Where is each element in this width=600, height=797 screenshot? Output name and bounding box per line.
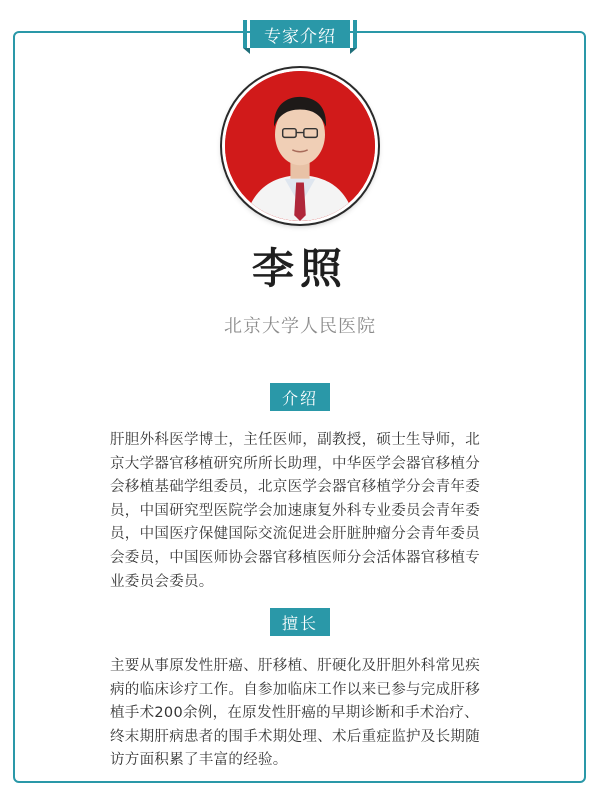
header-tab	[250, 20, 350, 48]
doctor-avatar	[222, 68, 378, 224]
doctor-name: 李照	[251, 244, 348, 293]
intro-line: 会委员，中国医师协会器官移植医师分会活体器官移植专	[110, 549, 480, 566]
doctor-portrait-icon	[225, 71, 375, 221]
expertise-paragraph	[110, 655, 494, 773]
intro-line: 会移植基础学组委员，北京医学会器官移植学分会青年委	[110, 479, 480, 496]
intro-line: 业委员会委员。	[110, 573, 214, 590]
expertise-line: 主要从事原发性肝癌、肝移植、肝硬化及肝胆外科常见疾	[110, 658, 480, 674]
expertise-line: 终末期肝病患者的围手术期处理、术后重症监护及长期随	[110, 728, 480, 745]
intro-line: 京大学器官移植研究所所长助理，中华医学会器官移植分	[110, 455, 480, 472]
expertise-line: 植手术200余例，在原发性肝癌的早期诊断和手术治疗、	[110, 705, 479, 722]
intro-line: 员，中国医疗保健国际交流促进会肝脏肿瘤分会青年委员	[110, 526, 480, 543]
intro-line: 员，中国研究型医院学会加速康复外科专业委员会青年委	[110, 502, 480, 519]
expertise-line: 病的临床诊疗工作。自参加临床工作以来已参与完成肝移	[110, 681, 480, 698]
section-title-intro: 介绍	[270, 383, 330, 411]
ribbon-fold-left	[243, 48, 250, 54]
header-title: 专家介绍	[264, 26, 336, 47]
intro-line: 肝胆外科医学博士，主任医师，副教授，硕士生导师，北	[110, 432, 480, 448]
ribbon-fold-right	[350, 48, 357, 54]
intro-paragraph	[110, 429, 494, 594]
expertise-line: 访方面积累了丰富的经验。	[110, 752, 288, 769]
doctor-hospital: 北京大学人民医院	[224, 316, 376, 337]
section-title-expertise: 擅长	[270, 608, 330, 636]
